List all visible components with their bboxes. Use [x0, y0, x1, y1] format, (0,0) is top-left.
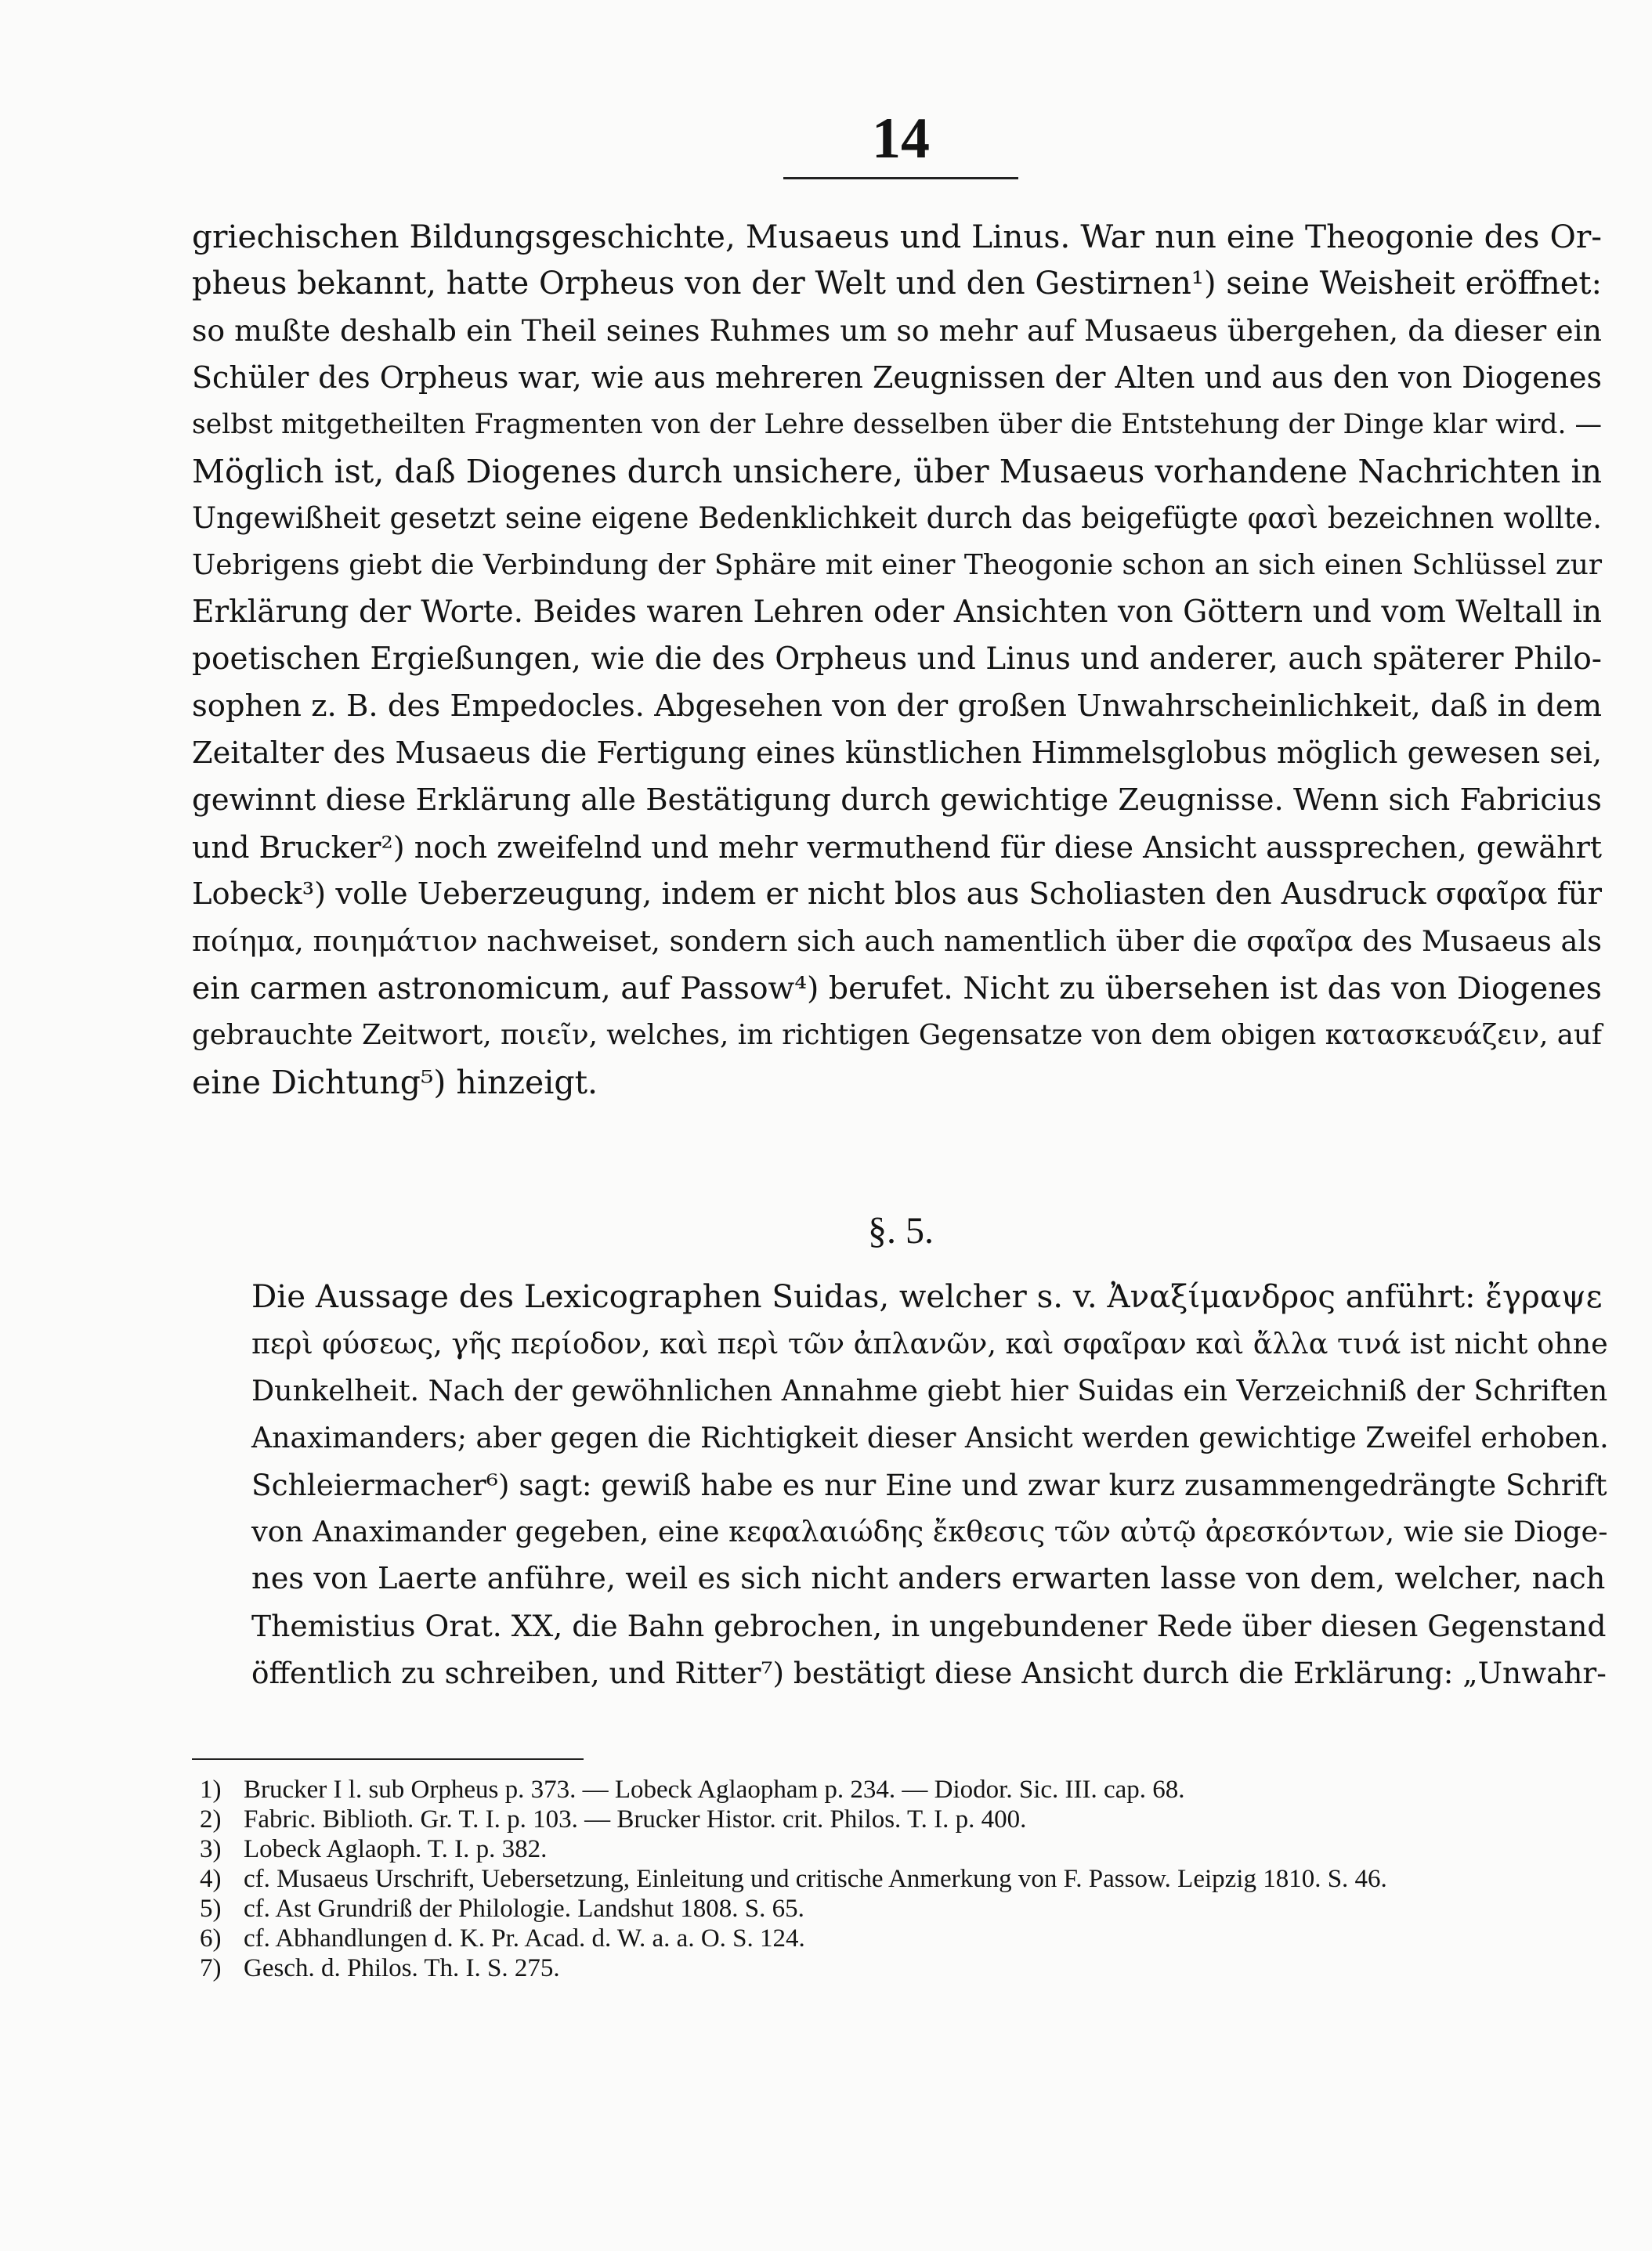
text-line: nes von Laerte anführe, weil es sich nicht anders erwarten lasse von dem, welcher, nach [251, 1561, 1606, 1596]
text-line: ein carmen astronomicum, auf Passow⁴) berufet. Nicht zu übersehen ist das von Diogenes [192, 970, 1602, 1006]
footnote-text: Gesch. d. Philos. Th. I. S. 275. [244, 1954, 560, 1982]
text-line: so mußte deshalb ein Theil seines Ruhmes um so mehr auf Musaeus übergehen, da dieser ein [192, 313, 1602, 348]
text-line: poetischen Ergießungen, wie die des Orpheus und Linus und anderer, auch späterer Philo- [192, 641, 1602, 677]
page-number-rule [783, 177, 1018, 179]
text-line: von Anaximander gegeben, eine κεφαλαιώδης ἔκθεσις τῶν αὐτῷ ἀρεσκόντων, wie sie Dioge- [251, 1515, 1608, 1548]
footnote-number: 1) [200, 1776, 222, 1804]
footnote [200, 1953, 1594, 1983]
text-line: Anaximanders; aber gegen die Richtigkeit dieser Ansicht werden gewichtige Zweifel erhoben. [251, 1421, 1609, 1454]
text-line: ποίημα, ποιημάτιον nachweiset, sondern sich auch namentlich über die σφαῖρα des Musaeus als [192, 924, 1602, 958]
text-line: Ungewißheit gesetzt seine eigene Bedenklichkeit durch das beigefügte φασὶ bezeichnen wollte. [192, 501, 1602, 535]
footnote-text: cf. Ast Grundriß der Philologie. Landshut 1808. S. 65. [244, 1895, 804, 1923]
footnote-text: Lobeck Aglaoph. T. I. p. 382. [244, 1835, 548, 1863]
text-line: Zeitalter des Musaeus die Fertigung eines künstlichen Himmelsglobus möglich gewesen sei, [192, 735, 1602, 771]
footnote-number: 5) [200, 1895, 222, 1923]
footnote-text: cf. Musaeus Urschrift, Uebersetzung, Einleitung und critische Anmerkung von F. Passow. Leipzig 1810. S. 46. [244, 1865, 1387, 1893]
footnote-divider [192, 1758, 584, 1760]
text-line: sophen z. B. des Empedocles. Abgesehen von der großen Unwahrscheinlichkeit, daß in dem [192, 688, 1602, 724]
footnote-number: 3) [200, 1835, 222, 1863]
section-heading: §. 5. [868, 1210, 934, 1252]
text-line: und Brucker²) noch zweifelnd und mehr vermuthend für diese Ansicht aussprechen, gewährt [192, 830, 1603, 865]
footnote [200, 1775, 1594, 1805]
footnote-number: 7) [200, 1954, 222, 1982]
text-line: Erklärung der Worte. Beides waren Lehren oder Ansichten von Göttern und vom Weltall in [192, 594, 1602, 630]
paragraph-2 [192, 1274, 1609, 1696]
text-line: Schleiermacher⁶) sagt: gewiß habe es nur Eine und zwar kurz zusammengedrängte Schrift [251, 1468, 1607, 1502]
footnote-number: 4) [200, 1865, 222, 1893]
footnote [200, 1805, 1594, 1834]
text-line: Die Aussage des Lexicographen Suidas, welcher s. v. Ἀναξίμανδρος anführt: ἔγραψε [251, 1278, 1603, 1315]
footnote-number: 6) [200, 1924, 222, 1953]
text-line: Dunkelheit. Nach der gewöhnlichen Annahme giebt hier Suidas ein Verzeichniß der Schriften [251, 1374, 1608, 1407]
paragraph-1 [192, 213, 1602, 1106]
text-line: eine Dichtung⁵) hinzeigt. [192, 1064, 598, 1101]
text-line: selbst mitgetheilten Fragmenten von der Lehre desselben über die Entstehung der Dinge klar wird. — [192, 409, 1602, 440]
footnote [200, 1834, 1594, 1864]
text-line: gebrauchte Zeitwort, ποιεῖν, welches, im richtigen Gegensatze von dem obigen κατασκευάζειν, auf [192, 1019, 1602, 1051]
text-line: Lobeck³) volle Ueberzeugung, indem er nicht blos aus Scholiasten den Ausdruck σφαῖρα für [192, 876, 1602, 912]
page-number: 14 [872, 107, 930, 171]
footnote [200, 1864, 1594, 1894]
footnotes [200, 1775, 1594, 1983]
footnote-text: Fabric. Biblioth. Gr. T. I. p. 103. — Brucker Histor. crit. Philos. T. I. p. 400. [244, 1805, 1027, 1834]
text-line: περὶ φύσεως, γῆς περίοδον, καὶ περὶ τῶν ἀπλανῶν, καὶ σφαῖραν καὶ ἄλλα τινά ist nicht ohne [251, 1327, 1608, 1360]
text-line: griechischen Bildungsgeschichte, Musaeus und Linus. War nun eine Theogonie des Or- [192, 218, 1602, 255]
text-line: Uebrigens giebt die Verbindung der Sphäre mit einer Theogonie schon an sich einen Schlüssel zur [192, 549, 1602, 581]
footnote [200, 1924, 1594, 1953]
footnote-text: cf. Abhandlungen d. K. Pr. Acad. d. W. a. a. O. S. 124. [244, 1924, 805, 1953]
text-line: gewinnt diese Erklärung alle Bestätigung durch gewichtige Zeugnisse. Wenn sich Fabricius [192, 782, 1602, 818]
text-line: Schüler des Orpheus war, wie aus mehreren Zeugnissen der Alten und aus den von Diogenes [192, 360, 1602, 395]
text-line: pheus bekannt, hatte Orpheus von der Welt und den Gestirnen¹) seine Weisheit eröffnet: [192, 266, 1602, 302]
text-line: Möglich ist, daß Diogenes durch unsichere, über Musaeus vorhandene Nachrichten in [192, 453, 1602, 490]
footnote-text: Brucker I l. sub Orpheus p. 373. — Lobeck Aglaopham p. 234. — Diodor. Sic. III. cap. 68. [244, 1776, 1185, 1804]
footnote [200, 1894, 1594, 1924]
footnote-number: 2) [200, 1805, 222, 1834]
text-line: Themistius Orat. XX, die Bahn gebrochen, in ungebundener Rede über diesen Gegenstand [251, 1609, 1607, 1643]
text-line: öffentlich zu schreiben, und Ritter⁷) bestätigt diese Ansicht durch die Erklärung: „Unwahr- [251, 1656, 1607, 1690]
